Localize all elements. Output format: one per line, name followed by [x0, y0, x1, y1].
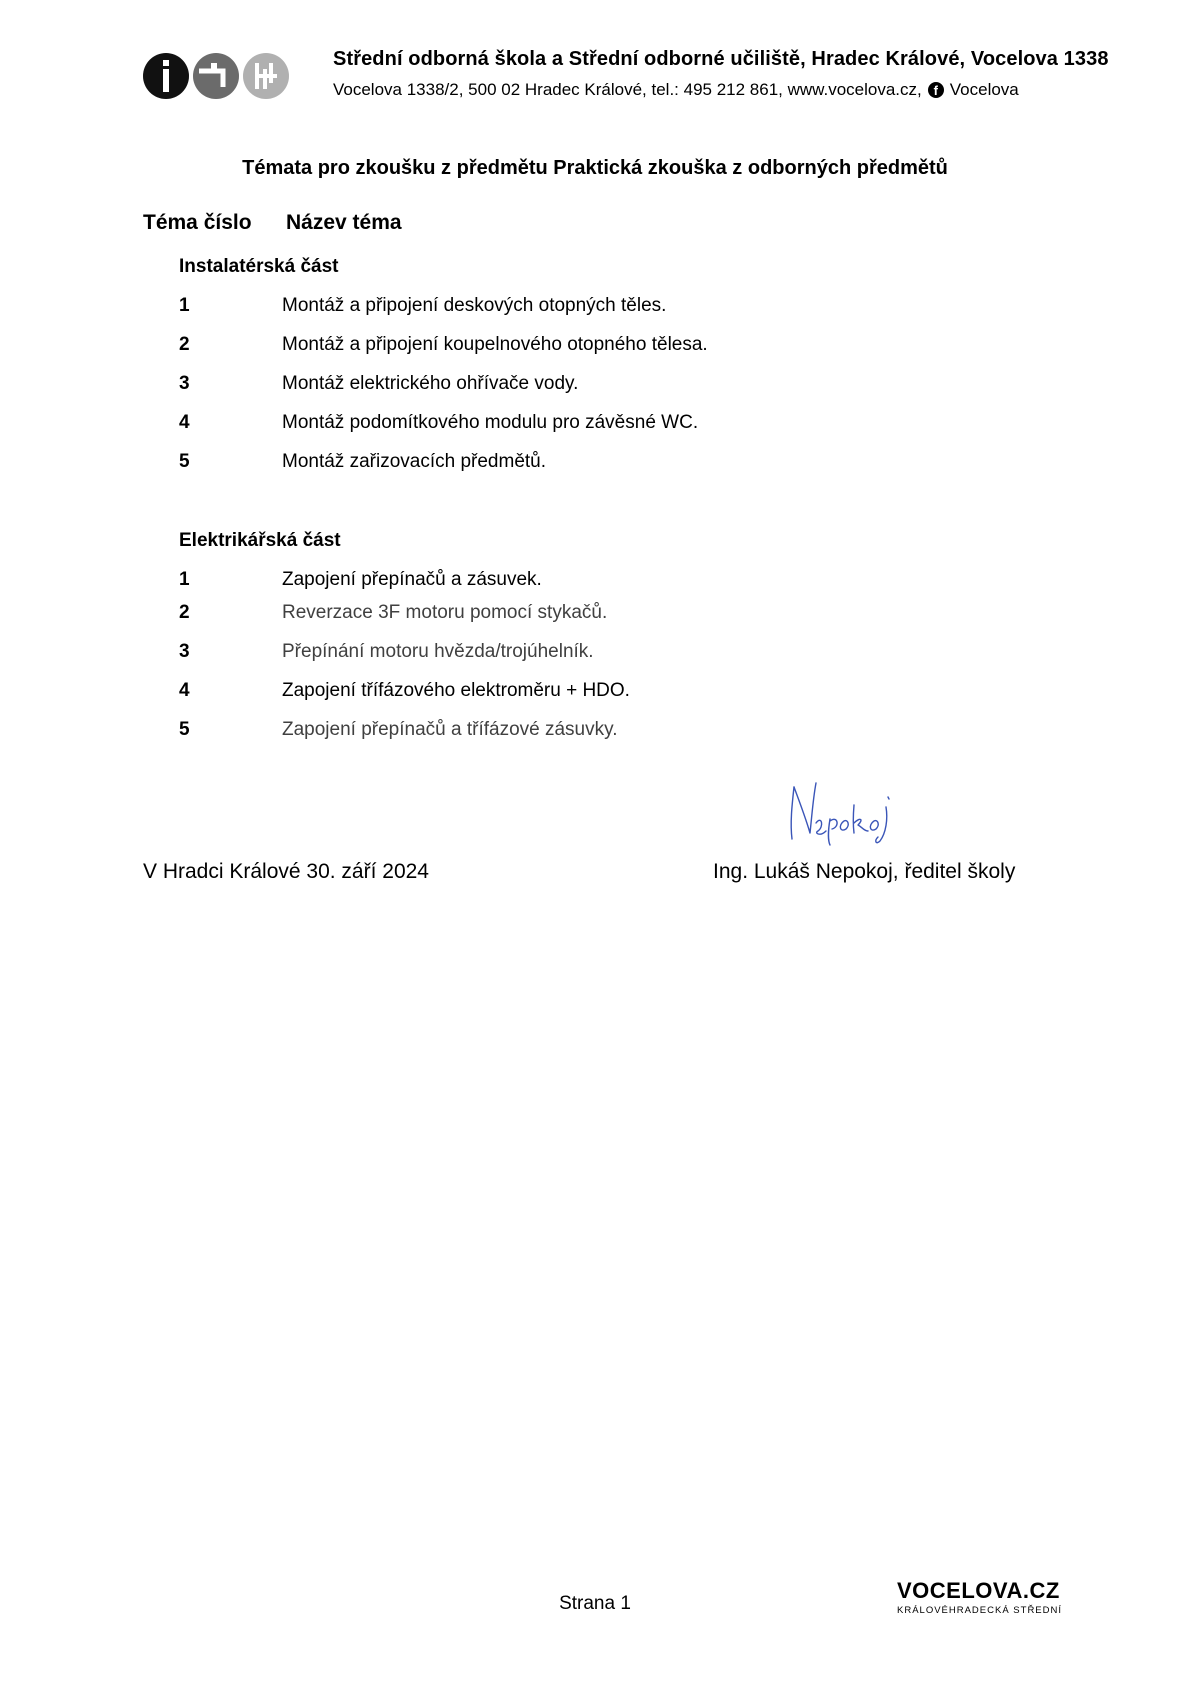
- facebook-label: Vocelova: [949, 80, 1019, 99]
- facebook-icon: f: [928, 82, 944, 98]
- topic-number: 1: [179, 569, 190, 590]
- topic-number: 4: [179, 680, 190, 701]
- topic-name: Přepínání motoru hvězda/trojúhelník.: [282, 641, 594, 662]
- place-and-date: V Hradci Králové 30. září 2024: [143, 860, 429, 883]
- section-title-plumbing: Instalatérská část: [179, 256, 339, 277]
- brand-logo: [897, 1578, 1062, 1616]
- signer-name: Ing. Lukáš Nepokoj, ředitel školy: [713, 860, 1016, 883]
- column-header-name: Název téma: [286, 211, 402, 234]
- contact-text: Vocelova 1338/2, 500 02 Hradec Králové, tel.: 495 212 861, www.vocelova.cz,: [333, 80, 922, 99]
- topic-number: 5: [179, 719, 190, 740]
- topic-name: Zapojení přepínačů a zásuvek.: [282, 569, 542, 590]
- column-header-number: Téma číslo: [143, 211, 252, 234]
- topic-number: 3: [179, 373, 190, 394]
- page-number: Strana 1: [559, 1593, 631, 1614]
- tap-logo-icon: [193, 53, 239, 99]
- director-signature: [780, 775, 905, 847]
- section-title-electrical: Elektrikářská část: [179, 530, 341, 551]
- topic-name: Montáž a připojení deskových otopných těles.: [282, 295, 667, 316]
- topic-number: 2: [179, 334, 190, 355]
- topic-name: Zapojení třífázového elektroměru + HDO.: [282, 680, 630, 701]
- school-name: Střední odborná škola a Střední odborné učiliště, Hradec Králové, Vocelova 1338: [333, 48, 1109, 70]
- school-logos: [143, 53, 289, 101]
- topic-number: 4: [179, 412, 190, 433]
- topic-number: 3: [179, 641, 190, 662]
- topic-number: 2: [179, 602, 190, 623]
- topic-name: Montáž elektrického ohřívače vody.: [282, 373, 579, 394]
- topic-name: Zapojení přepínačů a třífázové zásuvky.: [282, 719, 618, 740]
- topic-number: 1: [179, 295, 190, 316]
- brand-sub: KRÁLOVÉHRADECKÁ STŘEDNÍ: [897, 1605, 1063, 1616]
- topic-name: Reverzace 3F motoru pomocí stykačů.: [282, 602, 608, 623]
- contact-line: [333, 80, 1019, 100]
- hh-logo-icon: [243, 53, 289, 99]
- brand-main: VOCELOVA.CZ: [897, 1578, 1060, 1603]
- document-title: Témata pro zkoušku z předmětu Praktická zkouška z odborných předmětů: [242, 157, 948, 179]
- info-logo-icon: [143, 53, 189, 99]
- topic-number: 5: [179, 451, 190, 472]
- topic-name: Montáž podomítkového modulu pro závěsné WC.: [282, 412, 699, 433]
- topic-name: Montáž zařizovacích předmětů.: [282, 451, 547, 472]
- topic-name: Montáž a připojení koupelnového otopného tělesa.: [282, 334, 708, 355]
